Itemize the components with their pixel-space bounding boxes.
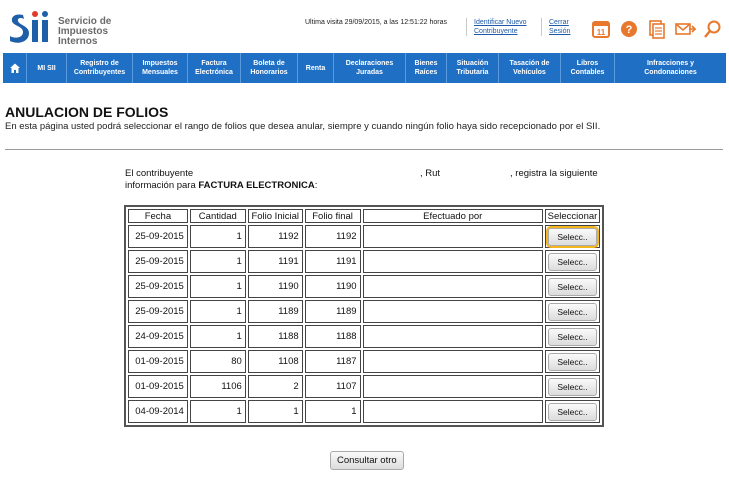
sii-logo[interactable] xyxy=(8,8,158,48)
col-cantidad: Cantidad xyxy=(190,209,246,223)
svg-text:?: ? xyxy=(625,24,633,36)
logout-link[interactable]: Cerrar Sesión xyxy=(549,19,571,35)
nav-boleta-honorarios[interactable]: Boleta de Honorarios xyxy=(241,53,298,83)
table-row: 25-09-2015 1 1190 1190 Selecc.. xyxy=(128,275,600,298)
nav-home[interactable] xyxy=(3,53,27,83)
consultar-otro-button[interactable]: Consultar otro xyxy=(330,451,404,470)
table-row: 01-09-2015 80 1108 1187 Selecc.. xyxy=(128,350,600,373)
nav-impuestos-mensuales[interactable]: Impuestos Mensuales xyxy=(133,53,188,83)
search-icon[interactable] xyxy=(702,18,724,40)
identify-new-taxpayer-link[interactable]: Identificar Nuevo Contribuyente xyxy=(474,19,527,35)
taxpayer-intro: El contribuyente , Rut , registra la siguiente información para FACTURA ELECTRONICA: xyxy=(125,168,598,191)
nav-mi-sii[interactable]: MI SII xyxy=(27,53,67,83)
select-button[interactable]: Selecc.. xyxy=(548,303,596,321)
last-visit-text: Ultima visita 29/09/2015, a las 12:51:22 horas xyxy=(305,19,448,26)
nav-registro-contribuyentes[interactable]: Registro de Contribuyentes xyxy=(67,53,133,83)
table-row: 25-09-2015 1 1192 1192 Selecc.. xyxy=(128,225,600,248)
col-efectuado-por: Efectuado por xyxy=(363,209,543,223)
select-button[interactable]: Selecc.. xyxy=(548,403,596,421)
select-button[interactable]: Selecc.. xyxy=(548,328,596,346)
col-fecha: Fecha xyxy=(128,209,188,223)
select-button[interactable]: Selecc.. xyxy=(548,378,596,396)
logo-text: Servicio de Impuestos Internos xyxy=(58,16,112,47)
col-folio-final: Folio final xyxy=(305,209,361,223)
documents-icon[interactable] xyxy=(646,18,668,40)
col-seleccionar: Seleccionar xyxy=(545,209,600,223)
header-separator xyxy=(541,18,542,36)
help-icon[interactable] xyxy=(618,18,640,40)
nav-libros-contables[interactable]: Libros Contables xyxy=(561,53,615,83)
folios-table xyxy=(124,205,604,427)
nav-infracciones-condonaciones[interactable]: Infracciones y Condonaciones xyxy=(644,60,697,76)
header xyxy=(0,0,729,52)
page-subtitle: En esta página usted podrá seleccionar el rango de folios que desea anular, siempre y cuando ningún folio haya sido recepcionado por el SII. xyxy=(5,121,601,132)
nav-renta[interactable]: Renta xyxy=(298,53,334,83)
header-separator xyxy=(466,18,467,36)
select-button[interactable]: Selecc.. xyxy=(548,253,596,271)
table-row: 25-09-2015 1 1189 1189 Selecc.. xyxy=(128,300,600,323)
header-icons xyxy=(590,17,724,41)
sii-logo-icon xyxy=(8,8,54,46)
select-button[interactable]: Selecc.. xyxy=(548,278,596,296)
page-title: ANULACION DE FOLIOS xyxy=(5,104,169,120)
select-button[interactable]: Selecc.. xyxy=(548,353,596,371)
document-type: FACTURA ELECTRONICA xyxy=(198,180,315,191)
col-folio-inicial: Folio Inicial xyxy=(248,209,303,223)
calendar-icon[interactable] xyxy=(590,18,612,40)
nav-situacion-tributaria[interactable]: Situación Tributaria xyxy=(447,53,499,83)
mail-icon[interactable] xyxy=(674,18,696,40)
table-row: 24-09-2015 1 1188 1188 Selecc.. xyxy=(128,325,600,348)
table-row: 25-09-2015 1 1191 1191 Selecc.. xyxy=(128,250,600,273)
nav-factura-electronica[interactable]: Factura Electrónica xyxy=(188,53,241,83)
table-row: 01-09-2015 1106 2 1107 Selecc.. xyxy=(128,375,600,398)
table-header-row xyxy=(128,209,600,223)
nav-bienes-raices[interactable]: Bienes Raíces xyxy=(406,53,447,83)
main-nav xyxy=(3,53,726,83)
nav-tasacion-vehiculos[interactable]: Tasación de Vehículos xyxy=(499,53,561,83)
table-row: 04-09-2014 1 1 1 Selecc.. xyxy=(128,400,600,423)
svg-text:11: 11 xyxy=(596,28,606,37)
select-button[interactable]: Selecc.. xyxy=(548,228,596,246)
home-icon xyxy=(9,62,21,74)
nav-declaraciones-juradas[interactable]: Declaraciones Juradas xyxy=(334,53,406,83)
divider xyxy=(5,149,723,150)
